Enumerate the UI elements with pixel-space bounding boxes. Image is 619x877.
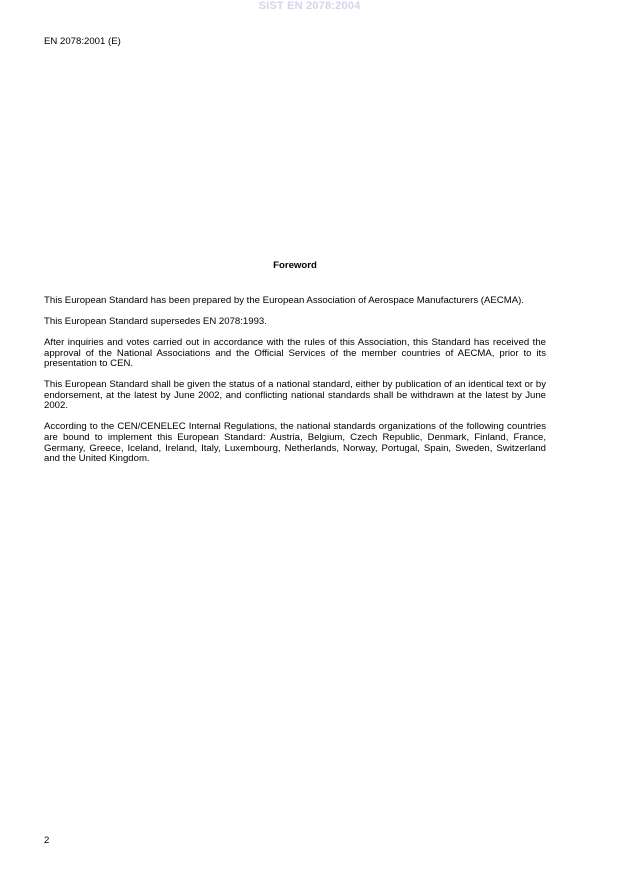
paragraph-supersedes: This European Standard supersedes EN 2078:1993. <box>44 315 267 327</box>
paragraph-approval: After inquiries and votes carried out in accordance with the rules of this Association, this Standard has received the approval of the National Associations and the Official Services of the member countries of AECMA, prior to its presentation to CEN. <box>44 336 546 370</box>
watermark: SIST EN 2078:2004 <box>258 0 361 12</box>
foreword-heading: Foreword <box>273 260 317 271</box>
page-number: 2 <box>44 835 50 846</box>
paragraph-status: This European Standard shall be given the status of a national standard, either by publication of an identical text or by endorsement, at the latest by June 2002, and conflicting national standards shall be withdrawn at the latest by June 2002. <box>44 379 546 412</box>
foreword-body <box>44 296 546 475</box>
document-identifier: EN 2078:2001 (E) <box>44 36 121 47</box>
paragraph-countries: According to the CEN/CENELEC Internal Regulations, the national standards organizations of the following countries are bound to implement this European Standard: Austria, Belgium, Czech Republic, Denmark, Finland, France, Germany, Greece, Iceland, Ireland, Italy, Luxembourg, Netherlands, Norway, Portugal, Spain, Sweden, Switzerland and the United Kingdom. <box>44 421 546 465</box>
paragraph-prepared-by: This European Standard has been prepared by the European Association of Aerospace Manufacturers (AECMA). <box>44 295 524 306</box>
